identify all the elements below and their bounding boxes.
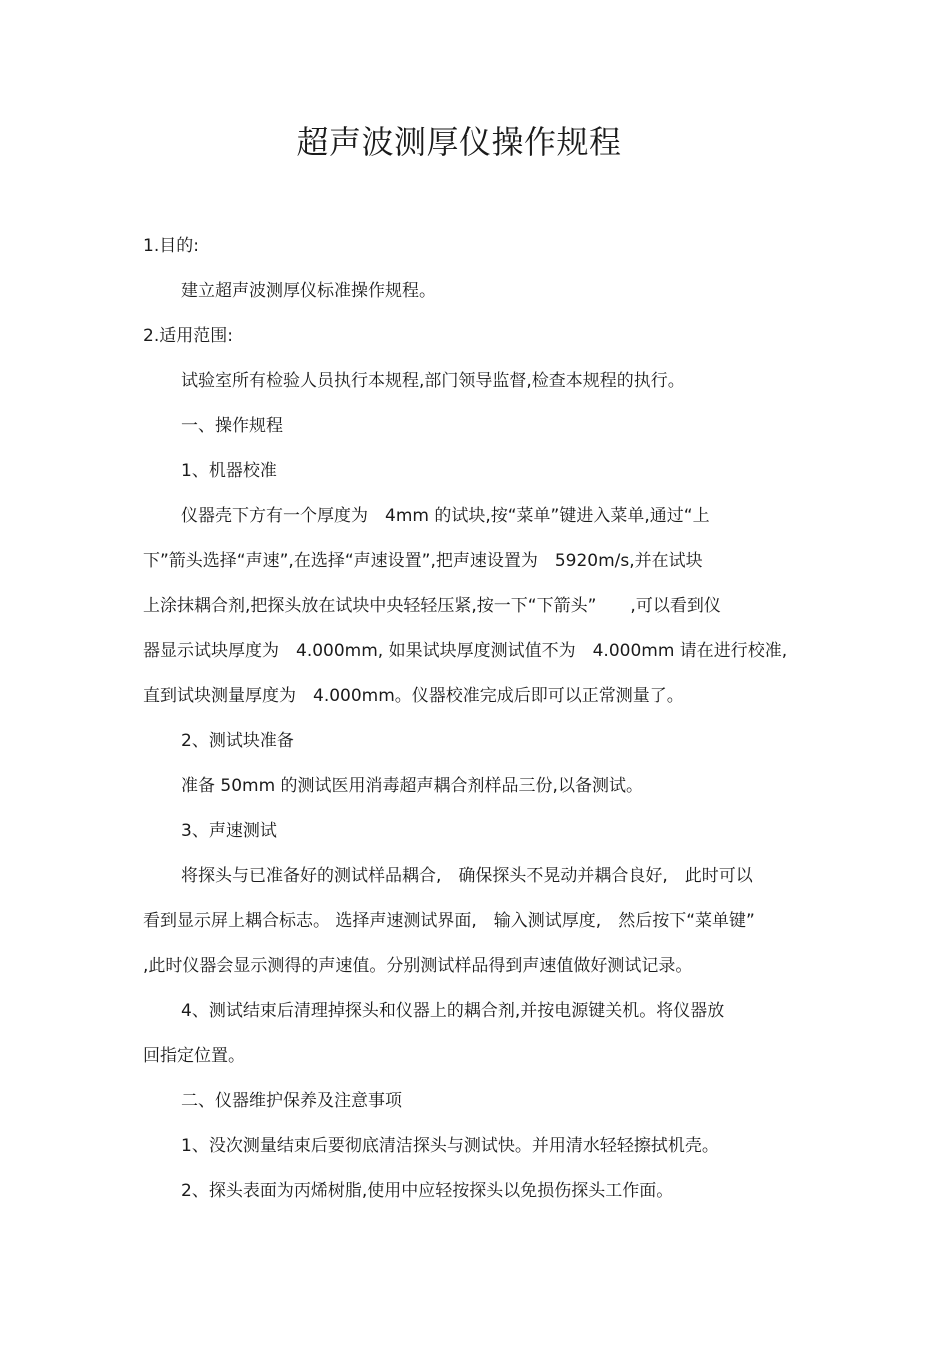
ops-heading: 一、操作规程: [181, 416, 283, 436]
speed-heading: 3、声速测试: [181, 821, 277, 841]
maint-item: 1、没次测量结束后要彻底清洁探头与测试快。并用清水轻轻擦拭机壳。: [181, 1136, 719, 1156]
calib-paragraph: [143, 494, 803, 719]
document-body: [143, 224, 803, 1214]
prep-heading: 2、测试块准备: [181, 731, 294, 751]
scope-heading: 2.适用范围:: [143, 326, 233, 346]
purpose-heading: 1.目的:: [143, 236, 199, 256]
speed-line: ,此时仪器会显示测得的声速值。分别测试样品得到声速值做好测试记录。: [143, 956, 693, 976]
calib-line: 仪器壳下方有一个厚度为 4mm 的试块,按“菜单”键进入菜单,通过“上: [181, 506, 710, 526]
maint-item: 2、探头表面为丙烯树脂,使用中应轻按探头以免损伤探头工作面。: [181, 1181, 674, 1201]
speed-paragraph: [143, 854, 803, 989]
end-paragraph: [143, 989, 803, 1079]
calib-line: 上涂抹耦合剂,把探头放在试块中央轻轻压紧,按一下“下箭头” ,可以看到仪: [143, 596, 721, 616]
document-title: 超声波测厚仪操作规程: [296, 123, 622, 161]
scope-text: 试验室所有检验人员执行本规程,部门领导监督,检查本规程的执行。: [181, 371, 685, 391]
calib-heading: 1、机器校准: [181, 461, 277, 481]
speed-line: 看到显示屏上耦合标志。 选择声速测试界面, 输入测试厚度, 然后按下“菜单键”: [143, 911, 755, 931]
calib-line: 下”箭头选择“声速”,在选择“声速设置”,把声速设置为 5920m/s,并在试块: [143, 551, 703, 571]
end-line: 回指定位置。: [143, 1046, 245, 1066]
purpose-text: 建立超声波测厚仪标准操作规程。: [181, 281, 436, 301]
calib-line: 直到试块测量厚度为 4.000mm。仪器校准完成后即可以正常测量了。: [143, 686, 684, 706]
calib-line: 器显示试块厚度为 4.000mm, 如果试块厚度测试值不为 4.000mm 请在进行校准,: [143, 641, 788, 661]
maint-heading: 二、仪器维护保养及注意事项: [181, 1091, 402, 1111]
end-line: 4、测试结束后清理掉探头和仪器上的耦合剂,并按电源键关机。将仪器放: [181, 1001, 725, 1021]
speed-line: 将探头与已准备好的测试样品耦合, 确保探头不晃动并耦合良好, 此时可以: [181, 866, 753, 886]
prep-text: 准备 50mm 的测试医用消毒超声耦合剂样品三份,以备测试。: [181, 776, 643, 796]
